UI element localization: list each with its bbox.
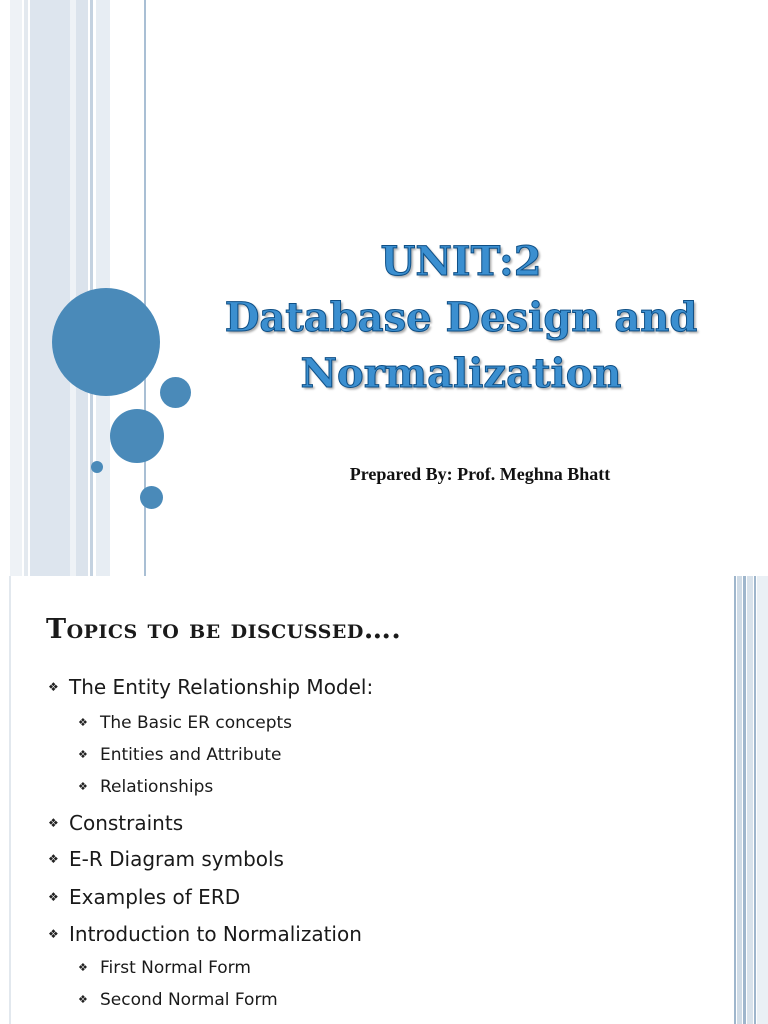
- topic-item: [78, 713, 292, 733]
- prepared-by-text: Prepared By: Prof. Meghna Bhatt: [349, 464, 611, 484]
- topic-item: [48, 922, 362, 946]
- diamond-bullet-icon: ❖: [48, 890, 59, 904]
- topic-item: [78, 990, 278, 1010]
- diamond-bullet-icon: ❖: [78, 748, 88, 761]
- decorative-stripe: [76, 0, 88, 576]
- topic-item: [78, 777, 213, 797]
- topic-item: [78, 745, 281, 765]
- topic-text: First Normal Form: [100, 958, 251, 978]
- topic-text: The Entity Relationship Model:: [69, 675, 374, 699]
- decorative-circle: [91, 461, 103, 473]
- decorative-circle: [140, 486, 163, 509]
- topic-item: [78, 958, 251, 978]
- decorative-circle: [52, 288, 160, 396]
- topic-text: Second Normal Form: [100, 990, 278, 1010]
- slide-title: [196, 234, 726, 402]
- decorative-stripe: [757, 576, 768, 1024]
- topic-text: The Basic ER concepts: [100, 713, 293, 733]
- diamond-bullet-icon: ❖: [78, 780, 88, 793]
- title-line: Normalization: [300, 350, 622, 397]
- topic-text: Constraints: [69, 811, 184, 835]
- decorative-stripe: [24, 0, 28, 576]
- decorative-stripe: [30, 0, 70, 576]
- title-line: UNIT:2: [380, 238, 542, 285]
- topic-item: [48, 811, 183, 835]
- topic-item: [48, 675, 373, 699]
- diamond-bullet-icon: ❖: [48, 816, 59, 830]
- diamond-bullet-icon: ❖: [78, 993, 88, 1006]
- decorative-circle: [110, 409, 164, 463]
- decorative-stripe: [10, 0, 22, 576]
- topic-item: [48, 847, 284, 871]
- decorative-stripe: [90, 0, 93, 576]
- topic-text: Introduction to Normalization: [69, 922, 362, 946]
- diamond-bullet-icon: ❖: [48, 680, 59, 694]
- decorative-stripe: [743, 576, 746, 1024]
- topic-item: [48, 885, 240, 909]
- decorative-stripe: [754, 576, 756, 1024]
- title-line: Database Design and: [224, 294, 698, 341]
- topics-slide: [0, 576, 768, 1024]
- topic-text: Examples of ERD: [69, 885, 241, 909]
- topics-list: [0, 576, 740, 1024]
- topic-text: Entities and Attribute: [100, 745, 282, 765]
- diamond-bullet-icon: ❖: [78, 961, 88, 974]
- diamond-bullet-icon: ❖: [48, 927, 59, 941]
- decorative-circle: [160, 377, 191, 408]
- diamond-bullet-icon: ❖: [48, 852, 59, 866]
- decorative-stripe: [747, 576, 753, 1024]
- diamond-bullet-icon: ❖: [78, 716, 88, 729]
- topic-text: E-R Diagram symbols: [69, 847, 284, 871]
- topic-text: Relationships: [100, 777, 214, 797]
- slide-heading: Topics to be discussed….: [46, 614, 402, 645]
